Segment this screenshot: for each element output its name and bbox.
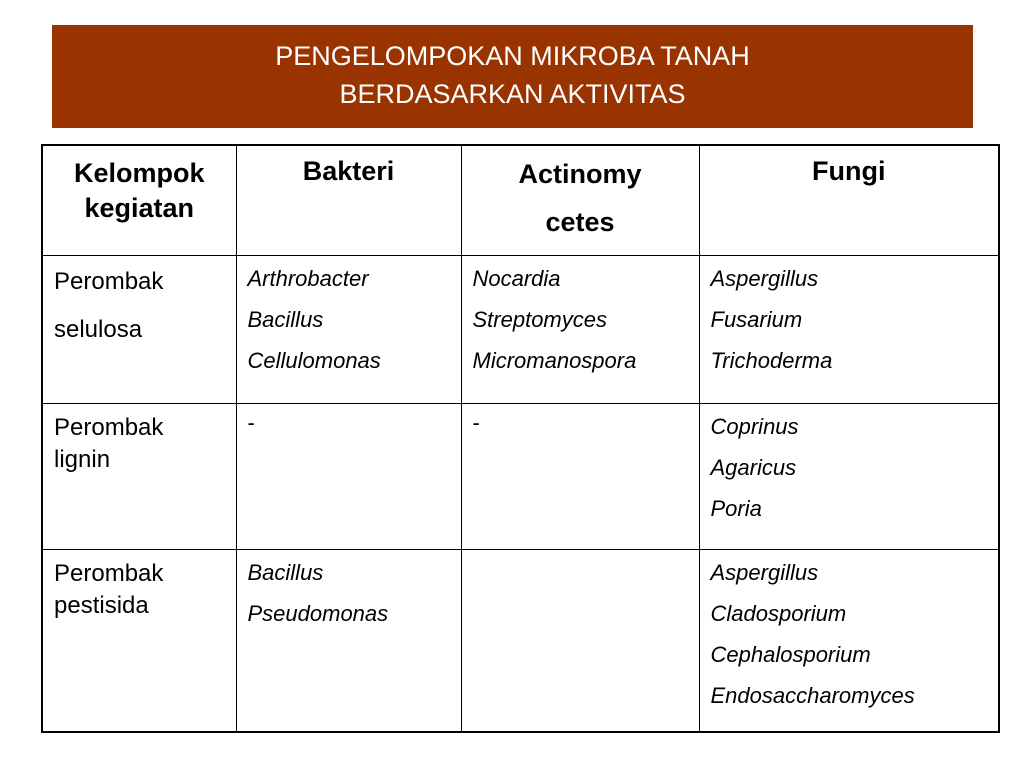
- fungi-cell: [699, 549, 999, 732]
- actinomycetes-cell: [461, 255, 699, 403]
- species-name: Endosaccharomyces: [710, 682, 915, 708]
- header-fungi-label: Fungi: [812, 156, 886, 186]
- species-list: [248, 258, 451, 381]
- group-label: Perombak selulosa: [54, 267, 164, 343]
- species-name: Streptomyces: [472, 306, 607, 332]
- empty-dash: -: [472, 409, 480, 435]
- species-name: Cephalosporium: [710, 641, 871, 667]
- header-actinomycetes: [461, 145, 699, 255]
- species-name: Bacillus: [247, 306, 324, 332]
- slide-title-line-2: BERDASARKAN AKTIVITAS: [339, 78, 686, 109]
- group-label: Perombak pestisida: [54, 559, 164, 619]
- species-list: [473, 258, 689, 381]
- header-group-activity: [42, 145, 236, 255]
- header-bacteria-label: Bakteri: [302, 156, 395, 186]
- group-cell: [42, 549, 236, 732]
- species-name: Cladosporium: [710, 600, 847, 626]
- species-name: Cellulomonas: [247, 347, 381, 373]
- species-list: [248, 552, 451, 634]
- fungi-cell: [699, 255, 999, 403]
- table-row: [42, 549, 999, 732]
- species-name: Agaricus: [710, 454, 797, 480]
- header-actinomycetes-label: Actinomy cetes: [518, 159, 642, 237]
- species-name: Trichoderma: [710, 347, 833, 373]
- species-name: Bacillus: [247, 559, 324, 585]
- species-list: [711, 406, 989, 529]
- bacteria-cell: [236, 549, 461, 732]
- bacteria-cell: [236, 403, 461, 549]
- header-bacteria: [236, 145, 461, 255]
- species-list: [711, 552, 989, 716]
- species-name: Fusarium: [710, 306, 803, 332]
- table-row: [42, 403, 999, 549]
- group-cell: [42, 255, 236, 403]
- species-list: [711, 258, 989, 381]
- bacteria-cell: [236, 255, 461, 403]
- empty-dash: -: [247, 409, 255, 435]
- actinomycetes-cell: [461, 403, 699, 549]
- actinomycetes-cell: [461, 549, 699, 732]
- species-name: Arthrobacter: [247, 265, 369, 291]
- title-banner: [52, 25, 973, 128]
- microbe-group-table: [41, 144, 1000, 733]
- table-row: [42, 255, 999, 403]
- species-name: Pseudomonas: [247, 600, 389, 626]
- fungi-cell: [699, 403, 999, 549]
- group-cell: [42, 403, 236, 549]
- table-header-row: [42, 145, 999, 255]
- species-name: Aspergillus: [710, 265, 819, 291]
- species-name: Nocardia: [472, 265, 561, 291]
- species-name: Poria: [710, 495, 762, 521]
- header-group-activity-label: Kelompok kegiatan: [73, 158, 205, 223]
- slide-title-line-1: PENGELOMPOKAN MIKROBA TANAH: [275, 40, 750, 71]
- species-name: Micromanospora: [472, 347, 637, 373]
- header-fungi: [699, 145, 999, 255]
- group-label: Perombak lignin: [54, 413, 164, 473]
- species-name: Coprinus: [710, 413, 799, 439]
- species-name: Aspergillus: [710, 559, 819, 585]
